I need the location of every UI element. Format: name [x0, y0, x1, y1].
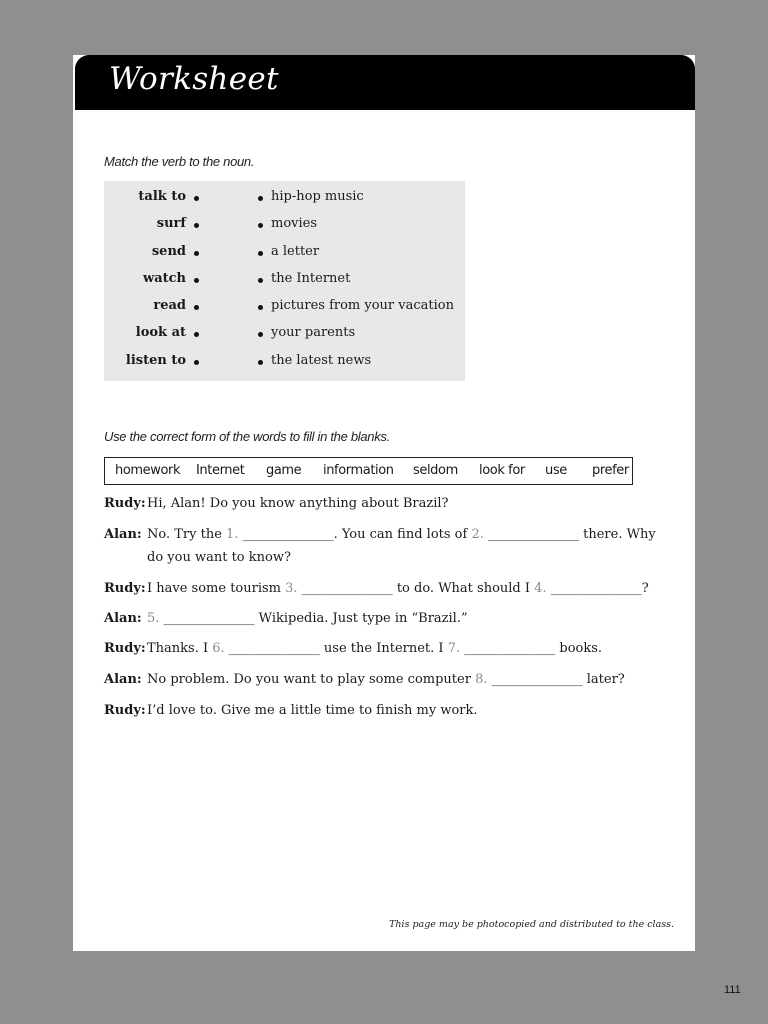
bullet-dot	[258, 332, 263, 337]
verb-item: talk to	[138, 189, 186, 204]
bullet-dot	[258, 278, 263, 283]
blank-number: 5.	[147, 611, 160, 626]
fill-blanks-instruction: Use the correct form of the words to fill in the blanks.	[104, 429, 390, 444]
blank-number: 8.	[475, 672, 488, 687]
match-row	[104, 298, 465, 318]
verb-item: listen to	[125, 353, 186, 368]
blank-line[interactable]: ______________	[228, 641, 320, 656]
speaker-name: Alan:	[104, 672, 142, 687]
match-row	[104, 189, 465, 209]
blank-line[interactable]: ______________	[242, 527, 334, 542]
blank-number: 1.	[226, 527, 239, 542]
verb-item: send	[151, 244, 186, 259]
bullet-dot	[258, 360, 263, 365]
speaker-name: Rudy:	[104, 703, 146, 718]
bullet-dot	[194, 278, 199, 283]
bullet-dot	[258, 223, 263, 228]
match-row	[104, 271, 465, 291]
blank-line[interactable]: ______________	[163, 611, 255, 626]
speaker-name: Rudy:	[104, 581, 146, 596]
bullet-dot	[194, 196, 199, 201]
noun-item: a letter	[271, 244, 320, 259]
dialogue-text: Hi, Alan! Do you know anything about Brazil?	[147, 496, 449, 511]
speaker-name: Rudy:	[104, 641, 146, 656]
dialogue-text: No problem. Do you want to play some computer 8. ______________ later?	[147, 672, 625, 687]
bullet-dot	[258, 251, 263, 256]
page-number: 111	[724, 984, 741, 996]
blank-number: 3.	[285, 581, 298, 596]
dialogue-text: I’d love to. Give me a little time to finish my work.	[147, 703, 478, 718]
blank-line[interactable]: ______________	[488, 527, 579, 542]
blank-number: 7.	[447, 641, 461, 656]
word-bank-item: game	[266, 463, 302, 478]
matching-box	[104, 181, 465, 381]
match-row	[104, 244, 465, 264]
page-title: Worksheet	[109, 61, 279, 97]
verb-item: watch	[143, 271, 186, 286]
dialogue-text: 5. ______________ Wikipedia. Just type in “Brazil.”	[147, 611, 468, 626]
blank-line[interactable]: ______________	[464, 641, 556, 656]
word-bank-item: homework	[115, 463, 181, 478]
verb-item: read	[153, 298, 186, 313]
match-row	[104, 353, 465, 373]
bullet-dot	[194, 332, 199, 337]
bullet-dot	[194, 251, 199, 256]
blank-number: 6.	[212, 641, 225, 656]
word-bank-item: seldom	[413, 463, 458, 478]
word-bank-item: prefer	[592, 463, 629, 478]
noun-item: the latest news	[271, 353, 372, 368]
bullet-dot	[258, 196, 263, 201]
worksheet-page	[73, 55, 695, 951]
speaker-name: Alan:	[104, 527, 142, 542]
copyright-note: This page may be photocopied and distributed to the class.	[389, 919, 674, 930]
noun-item: movies	[271, 216, 318, 231]
verb-item: surf	[156, 216, 186, 231]
noun-item: pictures from your vacation	[271, 298, 454, 313]
blank-number: 4.	[534, 581, 547, 596]
noun-item: hip-hop music	[271, 189, 364, 204]
dialogue-text: Thanks. I 6. ______________ use the Internet. I 7. ______________ books.	[147, 641, 603, 656]
bullet-dot	[194, 305, 199, 310]
blank-number: 2.	[471, 527, 484, 542]
word-bank-item: look for	[479, 463, 525, 478]
word-bank-item: Internet	[196, 463, 245, 478]
bullet-dot	[258, 305, 263, 310]
blank-line[interactable]: ______________	[301, 581, 393, 596]
blank-line[interactable]: ______________	[550, 581, 642, 596]
bullet-dot	[194, 360, 199, 365]
dialogue-text: No. Try the 1. ______________. You can find lots of 2. ______________ there. Why do you want to know?	[147, 527, 656, 565]
speaker-name: Rudy:	[104, 496, 146, 511]
noun-item: your parents	[271, 325, 356, 340]
word-bank	[104, 457, 633, 485]
blank-line[interactable]: ______________	[491, 672, 583, 687]
match-row	[104, 216, 465, 236]
bullet-dot	[194, 223, 199, 228]
dialogue-text: I have some tourism 3. ______________ to do. What should I 4. ______________?	[147, 581, 649, 596]
noun-item: the Internet	[271, 271, 351, 286]
matching-instruction: Match the verb to the noun.	[104, 154, 255, 169]
speaker-name: Alan:	[104, 611, 142, 626]
word-bank-item: use	[545, 463, 567, 478]
match-row	[104, 325, 465, 345]
worksheet-header	[75, 55, 695, 110]
verb-item: look at	[135, 325, 186, 340]
word-bank-item: information	[323, 463, 394, 478]
